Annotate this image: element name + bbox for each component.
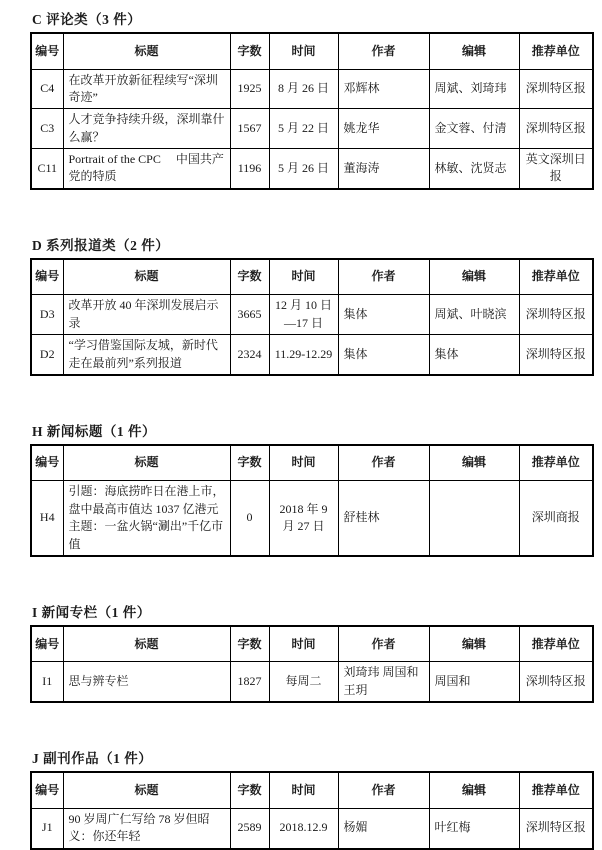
awards-table-headline: [30, 444, 594, 557]
header-date: 时间: [269, 445, 338, 481]
header-recommender: 推荐单位: [519, 626, 593, 662]
cell-wordcount: 0: [230, 481, 269, 556]
header-author: 作者: [338, 626, 429, 662]
cell-id: C11: [31, 149, 63, 189]
table-row: [31, 295, 593, 335]
cell-editor: 集体: [429, 335, 519, 375]
table-header-row: [31, 445, 593, 481]
header-wordcount: 字数: [230, 772, 269, 808]
cell-date: 5 月 26 日: [269, 149, 338, 189]
cell-date: 每周二: [269, 662, 338, 702]
cell-editor: 金文蓉、付清: [429, 109, 519, 149]
cell-wordcount: 2589: [230, 808, 269, 848]
cell-author: 姚龙华: [338, 109, 429, 149]
table-header-row: [31, 33, 593, 69]
cell-author: 董海涛: [338, 149, 429, 189]
header-id: 编号: [31, 259, 63, 295]
header-recommender: 推荐单位: [519, 33, 593, 69]
table-row: [31, 109, 593, 149]
table-row: [31, 335, 593, 375]
header-title: 标题: [63, 33, 230, 69]
cell-id: D2: [31, 335, 63, 375]
cell-author: 刘琦玮 周国和 王玥: [338, 662, 429, 702]
header-editor: 编辑: [429, 772, 519, 808]
table-row: [31, 149, 593, 189]
cell-title: 思与辨专栏: [63, 662, 230, 702]
cell-editor: [429, 481, 519, 556]
header-author: 作者: [338, 772, 429, 808]
cell-wordcount: 1827: [230, 662, 269, 702]
cell-editor: 周国和: [429, 662, 519, 702]
cell-author: 舒桂林: [338, 481, 429, 556]
cell-recommender: 深圳特区报: [519, 295, 593, 335]
cell-author: 邓辉林: [338, 69, 429, 109]
header-date: 时间: [269, 33, 338, 69]
header-editor: 编辑: [429, 626, 519, 662]
header-editor: 编辑: [429, 445, 519, 481]
header-recommender: 推荐单位: [519, 259, 593, 295]
section-news-column: [30, 601, 602, 703]
header-author: 作者: [338, 259, 429, 295]
awards-table-supplement: [30, 771, 594, 849]
header-author: 作者: [338, 445, 429, 481]
section-supplement-works: [30, 747, 602, 849]
header-id: 编号: [31, 445, 63, 481]
cell-title: Portrait of the CPC 中国共产党的特质: [63, 149, 230, 189]
header-recommender: 推荐单位: [519, 772, 593, 808]
table-header-row: [31, 259, 593, 295]
awards-table-column: [30, 625, 594, 703]
section-news-headline: [30, 420, 602, 557]
header-editor: 编辑: [429, 259, 519, 295]
cell-id: D3: [31, 295, 63, 335]
awards-table-series: [30, 258, 594, 376]
header-wordcount: 字数: [230, 445, 269, 481]
cell-id: J1: [31, 808, 63, 848]
cell-wordcount: 1925: [230, 69, 269, 109]
table-header-row: [31, 772, 593, 808]
cell-editor: 叶红梅: [429, 808, 519, 848]
header-editor: 编辑: [429, 33, 519, 69]
header-wordcount: 字数: [230, 259, 269, 295]
table-row: [31, 808, 593, 848]
section-comments: [30, 8, 602, 190]
section-title: C 评论类（3 件）: [32, 12, 142, 27]
cell-author: 集体: [338, 335, 429, 375]
cell-date: 5 月 22 日: [269, 109, 338, 149]
table-row: [31, 481, 593, 556]
cell-id: H4: [31, 481, 63, 556]
cell-title: 90 岁周广仁写给 78 岁但昭义：你还年轻: [63, 808, 230, 848]
header-wordcount: 字数: [230, 33, 269, 69]
cell-date: 2018.12.9: [269, 808, 338, 848]
cell-title: 引题：海底捞昨日在港上市，盘中最高市值达 1037 亿港元 主题：一盆火锅“涮出”千亿市值: [63, 481, 230, 556]
cell-id: C4: [31, 69, 63, 109]
header-id: 编号: [31, 772, 63, 808]
cell-title: 在改革开放新征程续写“深圳奇迹”: [63, 69, 230, 109]
cell-date: 12 月 10 日—17 日: [269, 295, 338, 335]
header-title: 标题: [63, 445, 230, 481]
cell-title: 改革开放 40 年深圳发展启示录: [63, 295, 230, 335]
section-series-reports: [30, 234, 602, 376]
cell-recommender: 深圳特区报: [519, 69, 593, 109]
cell-author: 集体: [338, 295, 429, 335]
header-author: 作者: [338, 33, 429, 69]
header-date: 时间: [269, 626, 338, 662]
header-date: 时间: [269, 259, 338, 295]
cell-title: “学习借鉴国际友城，新时代走在最前列”系列报道: [63, 335, 230, 375]
cell-recommender: 深圳特区报: [519, 662, 593, 702]
cell-id: C3: [31, 109, 63, 149]
header-wordcount: 字数: [230, 626, 269, 662]
cell-wordcount: 1196: [230, 149, 269, 189]
cell-wordcount: 3665: [230, 295, 269, 335]
cell-recommender: 深圳特区报: [519, 335, 593, 375]
cell-wordcount: 2324: [230, 335, 269, 375]
cell-date: 2018 年 9 月 27 日: [269, 481, 338, 556]
header-title: 标题: [63, 259, 230, 295]
cell-date: 11.29-12.29: [269, 335, 338, 375]
cell-editor: 周斌、刘琦玮: [429, 69, 519, 109]
table-header-row: [31, 626, 593, 662]
cell-date: 8 月 26 日: [269, 69, 338, 109]
table-row: [31, 662, 593, 702]
header-id: 编号: [31, 626, 63, 662]
section-title: J 副刊作品（1 件）: [32, 751, 153, 767]
cell-recommender: 深圳特区报: [519, 109, 593, 149]
header-recommender: 推荐单位: [519, 445, 593, 481]
header-date: 时间: [269, 772, 338, 808]
section-title: H 新闻标题（1 件）: [32, 423, 157, 439]
section-title: D 系列报道类（2 件）: [32, 237, 170, 253]
cell-recommender: 深圳商报: [519, 481, 593, 556]
table-row: [31, 69, 593, 109]
cell-wordcount: 1567: [230, 109, 269, 149]
cell-editor: 林敏、沈贤志: [429, 149, 519, 189]
cell-id: I1: [31, 662, 63, 702]
cell-editor: 周斌、叶晓滨: [429, 295, 519, 335]
section-title: I 新闻专栏（1 件）: [32, 604, 151, 620]
cell-recommender: 英文深圳日报: [519, 149, 593, 189]
awards-table-comments: [30, 32, 594, 190]
cell-recommender: 深圳特区报: [519, 808, 593, 848]
header-title: 标题: [63, 772, 230, 808]
header-title: 标题: [63, 626, 230, 662]
cell-author: 杨媚: [338, 808, 429, 848]
header-id: 编号: [31, 33, 63, 69]
cell-title: 人才竞争持续升级，深圳靠什么赢？: [63, 109, 230, 149]
